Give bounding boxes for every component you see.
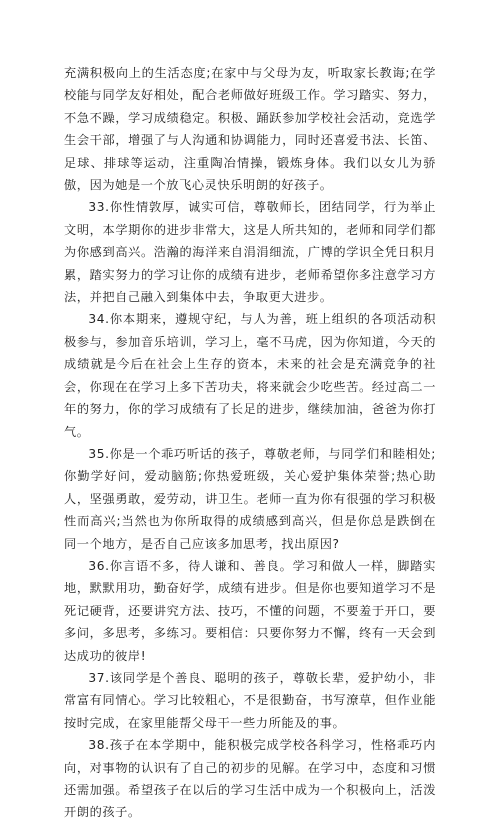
paragraph-36: 36.你言语不多，待人谦和、善良。学习和做人一样，脚踏实地，默默用功，勤奋好学，成绩有进步。但是你也要知道学习不是死记硬背，还要讲究方法、技巧，不懂的问题，不要羞于开口，要多问，多思考，多练习。要相信：只要你努力不懈，终有一天会到达成功的彼岸! (64, 558, 436, 663)
paragraph-34: 34.你本期来，遵规守纪，与人为善，班上组织的各项活动积极参与，参加音乐培训，学习上，毫不马虎，因为你知道，今天的成绩就是今后在社会上生存的资本，未来的社会是充满竞争的社会，你现在在学习上多下苦功夫，将来就会少吃些苦。经过高二一年的努力，你的学习成绩有了长足的进步，继续加油，爸爸为你打气。 (64, 312, 436, 439)
paragraph-35: 35.你是一个乖巧听话的孩子，尊敬老师，与同学们和睦相处;你勤学好问，爱动脑筋;你热爱班级，关心爱护集体荣誉;热心助人，坚强勇敢，爱劳动，讲卫生。老师一直为你有很强的学习积极性而高兴;当然也为你所取得的成绩感到高兴，但是你总是跌倒在同一个地方，是否自己应该多加思考，找出原因? (64, 446, 436, 551)
paragraph-continued: 充满积极向上的生活态度;在家中与父母为友，听取家长教诲;在学校能与同学友好相处，配合老师做好班级工作。学习踏实、努力，不急不躁，学习成绩稳定。积极、踊跃参加学校社会活动，竞选学生会干部，增强了与人沟通和协调能力，同时还喜爱书法、长笛、足球、排球等运动，注重陶冶情操，锻炼身体。我们以女儿为骄傲，因为她是一个放飞心灵快乐明朗的好孩子。 (64, 66, 436, 193)
paragraph-33: 33.你性情敦厚，诚实可信，尊敬师长，团结同学，行为举止文明，本学期你的进步非常大，这是人所共知的，老师和同学们都为你感到高兴。浩瀚的海洋来自涓涓细流，广博的学识全凭日积月累，踏实努力的学习让你的成绩有进步，老师希望你多注意学习方法，并把自己融入到集体中去，争取更大进步。 (64, 200, 436, 305)
paragraph-37: 37.该同学是个善良、聪明的孩子，尊敬长辈，爱护幼小，非常富有同情心。学习比较粗心，不是很勤奋，书写潦草，但作业能按时完成，在家里能帮父母干一些力所能及的事。 (64, 670, 436, 730)
paragraph-38: 38.孩子在本学期中，能积极完成学校各科学习，性格乖巧内向，对事物的认识有了自己的初步的见解。在学习中，态度和习惯还需加强。希望孩子在以后的学习生活中成为一个积极向上，活泼开朗的孩子。 (64, 738, 436, 820)
